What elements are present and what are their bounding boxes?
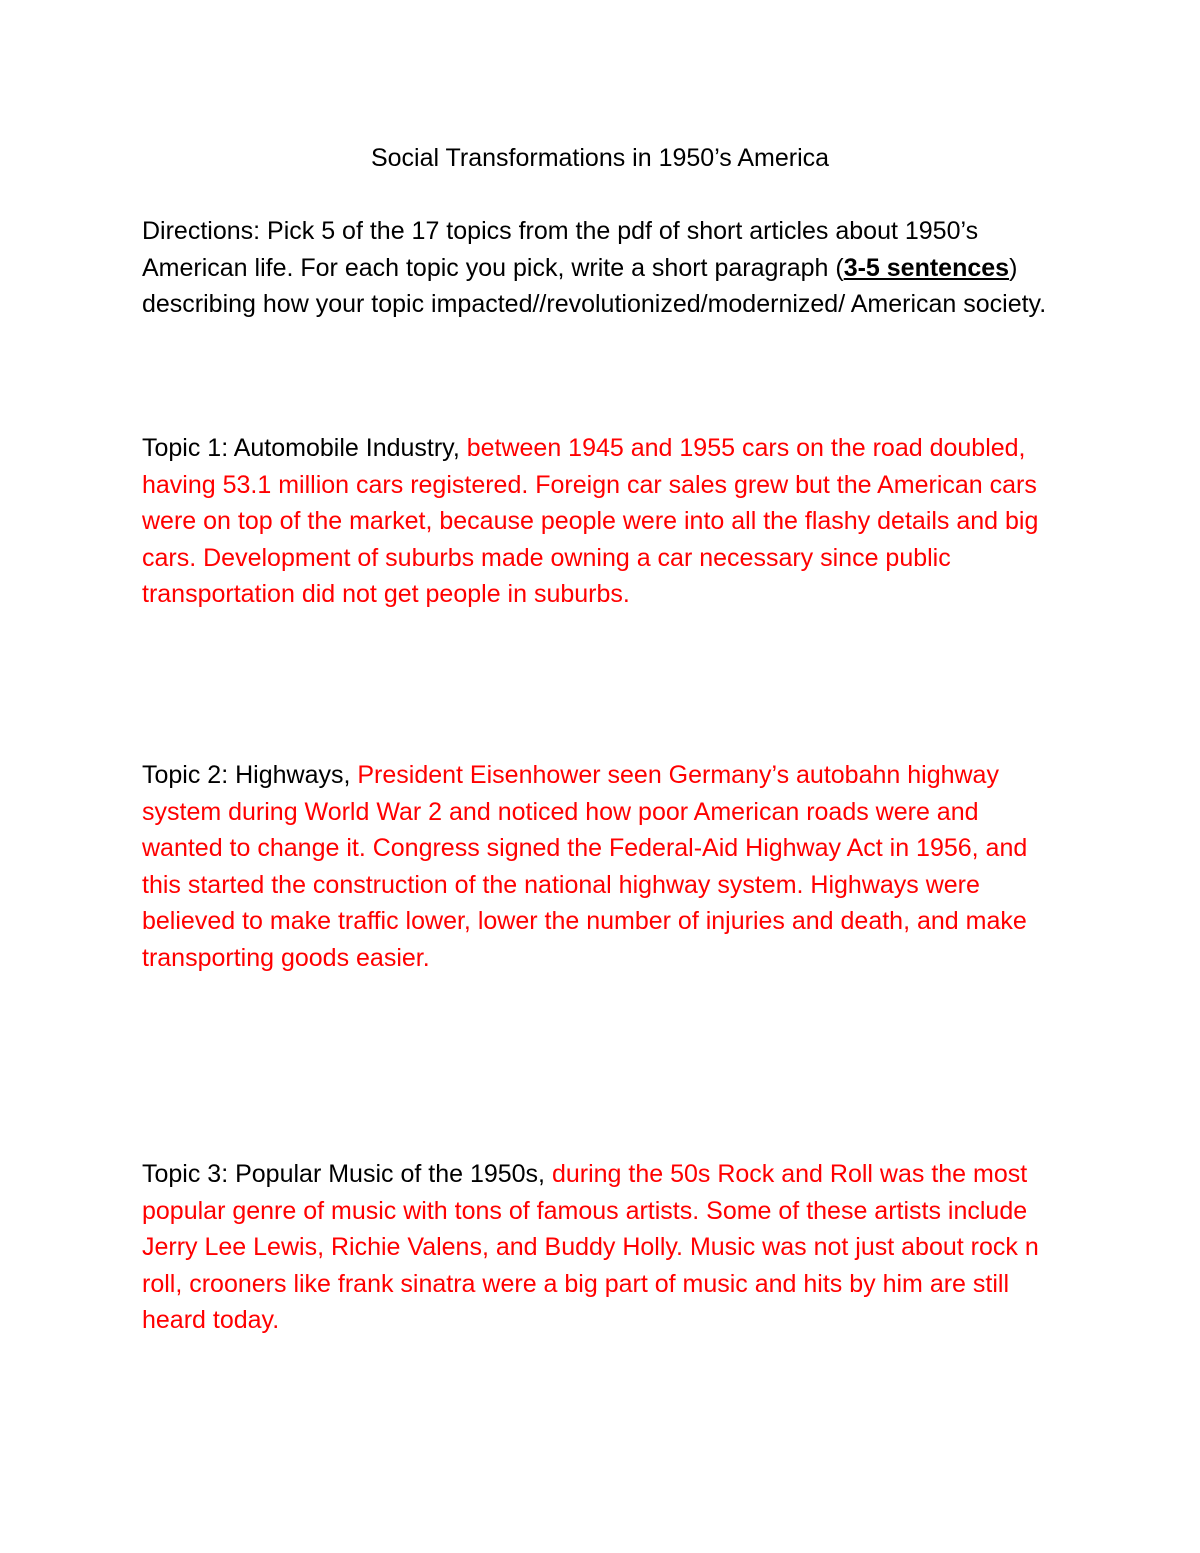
directions-text: Directions: Pick 5 of the 17 topics from the pdf of short articles about 1950’s American life. For each topic you pick, write a short paragraph (: [142, 217, 979, 282]
topic-2-label: Topic 2: Highways,: [142, 761, 358, 789]
directions-paragraph: [142, 213, 1062, 323]
page-title: Social Transformations in 1950’s America: [370, 144, 830, 172]
topic-3-paragraph: [142, 1156, 1062, 1339]
topic-3-label: Topic 3: Popular Music of the 1950s,: [142, 1160, 552, 1188]
topic-2-paragraph: [142, 757, 1062, 976]
topic-1-answer: between 1945 and 1955 cars on the road doubled, having 53.1 million cars registered. Foreign car sales grew but the American cars were on top of the market, because people were into all the flashy details and big cars. Development of suburbs made owning a car necessary since public transportation did not get people in suburbs.: [142, 434, 1039, 608]
topic-3-answer: during the 50s Rock and Roll was the most popular genre of music with tons of famous artists. Some of these artists include Jerry Lee Lewis, Richie Valens, and Buddy Holly. Music was not just about rock n roll, crooners like frank sinatra were a big part of music and hits by him are still heard today.: [142, 1160, 1039, 1334]
directions-text-end: ) describing how your topic impacted//revolutionized/modernized/ American society.: [142, 253, 1047, 318]
topic-1-label: Topic 1: Automobile Industry,: [142, 434, 467, 462]
topic-1-paragraph: [142, 430, 1062, 613]
topic-2-answer: President Eisenhower seen Germany’s autobahn highway system during World War 2 and noticed how poor American roads were and wanted to change it. Congress signed the Federal-Aid Highway Act in 1956, and this started the construction of the national highway system. Highways were believed to make traffic lower, lower the number of injuries and death, and make transporting goods easier.: [142, 761, 1028, 972]
directions-emphasis: 3-5 sentences: [843, 253, 1010, 282]
